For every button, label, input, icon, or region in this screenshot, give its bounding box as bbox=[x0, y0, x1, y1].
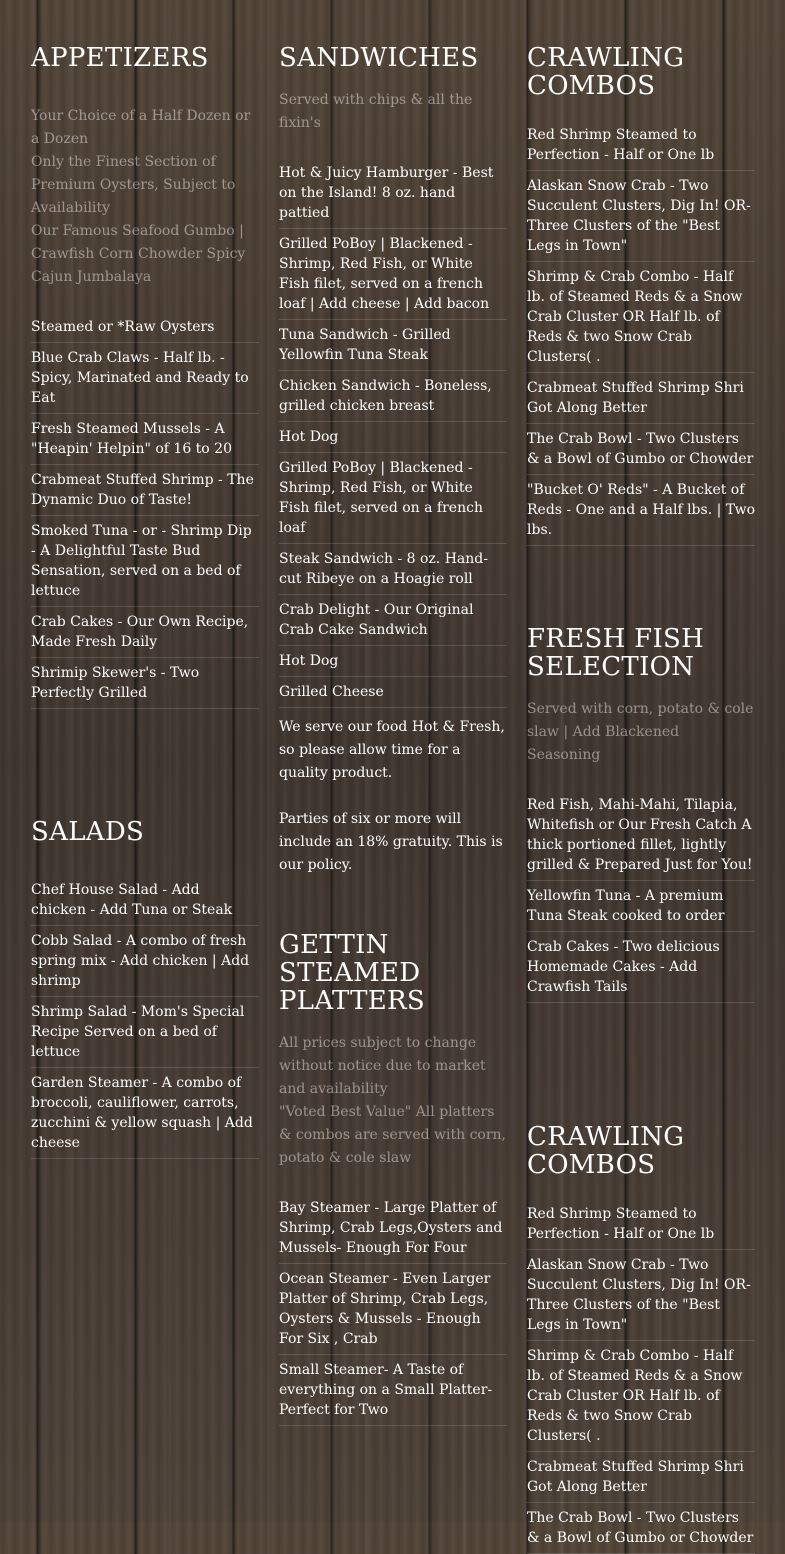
menu-item: Shrimp Salad - Mom's Special Recipe Served on a bed of lettuce bbox=[31, 997, 259, 1068]
fresh-fish-section bbox=[527, 625, 755, 1003]
crawling-combos-section bbox=[527, 44, 755, 546]
description-line: Your Choice of a Half Dozen or a Dozen bbox=[31, 108, 251, 147]
section-description bbox=[279, 1032, 507, 1170]
menu-item: Small Steamer- A Taste of everything on a Small Platter- Perfect for Two bbox=[279, 1355, 507, 1426]
menu-item: Shrimp & Crab Combo - Half lb. of Steamed Reds & a Snow Crab Cluster OR Half lb. of Reds & two Snow Crab Clusters( . bbox=[527, 1341, 755, 1452]
note-paragraph: We serve our food Hot & Fresh, so please allow time for a quality product. bbox=[279, 719, 505, 781]
section-title: CRAWLING COMBOS bbox=[527, 43, 685, 101]
salads-section bbox=[31, 818, 259, 1159]
menu-item: Crab Cakes - Two delicious Homemade Cakes - Add Crawfish Tails bbox=[527, 932, 755, 1003]
note-paragraph: Parties of six or more will include an 18% gratuity. This is our policy. bbox=[279, 811, 503, 873]
sandwiches-section bbox=[279, 44, 507, 900]
section-title: FRESH FISH SELECTION bbox=[527, 624, 705, 682]
menu-item: Crabmeat Stuffed Shrimp - The Dynamic Duo of Taste! bbox=[31, 465, 259, 516]
menu-item: Cobb Salad - A combo of fresh spring mix - Add chicken | Add shrimp bbox=[31, 926, 259, 997]
policy-note bbox=[279, 716, 507, 877]
menu-item: Tuna Sandwich - Grilled Yellowfin Tuna Steak bbox=[279, 320, 507, 371]
menu-item: Hot & Juicy Hamburger - Best on the Island! 8 oz. hand pattied bbox=[279, 158, 507, 229]
menu-item: Ocean Steamer - Even Larger Platter of Shrimp, Crab Legs, Oysters & Mussels - Enough For Six , Crab bbox=[279, 1264, 507, 1355]
description-line: Our Famous Seafood Gumbo | Crawfish Corn Chowder Spicy Cajun Jumbalaya bbox=[31, 223, 246, 285]
section-description: Served with corn, potato & cole slaw | Add Blackened Seasoning bbox=[527, 701, 754, 763]
menu-item-list bbox=[31, 875, 259, 1159]
menu-item: Crabmeat Stuffed Shrimp Shri Got Along Better bbox=[527, 373, 755, 424]
menu-item: Red Fish, Mahi-Mahi, Tilapia, Whitefish or Our Fresh Catch A thick portioned fillet, lightly grilled & Prepared Just for You! bbox=[527, 790, 755, 881]
menu-item-list bbox=[527, 1199, 755, 1554]
menu-item-list bbox=[31, 312, 259, 709]
menu-item: Alaskan Snow Crab - Two Succulent Clusters, Dig In! OR-Three Clusters of the "Best Legs in Town" bbox=[527, 171, 755, 262]
description-line: "Voted Best Value" All platters & combos are served with corn, potato & cole slaw bbox=[279, 1104, 507, 1166]
menu-item: Alaskan Snow Crab - Two Succulent Clusters, Dig In! OR-Three Clusters of the "Best Legs in Town" bbox=[527, 1250, 755, 1341]
menu-item: Chicken Sandwich - Boneless, grilled chicken breast bbox=[279, 371, 507, 422]
menu-item: The Crab Bowl - Two Clusters & a Bowl of Gumbo or Chowder bbox=[527, 1503, 755, 1554]
menu-item: Chef House Salad - Add chicken - Add Tuna or Steak bbox=[31, 875, 259, 926]
menu-item: Smoked Tuna - or - Shrimp Dip - A Delightful Taste Bud Sensation, served on a bed of lettuce bbox=[31, 516, 259, 607]
section-title: SANDWICHES bbox=[279, 43, 479, 73]
menu-item-list bbox=[279, 158, 507, 708]
menu-item: Crab Cakes - Our Own Recipe, Made Fresh Daily bbox=[31, 607, 259, 658]
appetizers-section bbox=[31, 44, 259, 709]
section-title: GETTIN STEAMED PLATTERS bbox=[279, 930, 426, 1016]
menu-item: Shrimip Skewer's - Two Perfectly Grilled bbox=[31, 658, 259, 709]
menu-item: Steak Sandwich - 8 oz. Hand-cut Ribeye on a Hoagie roll bbox=[279, 544, 507, 595]
menu-item: Crabmeat Stuffed Shrimp Shri Got Along Better bbox=[527, 1452, 755, 1503]
menu-item: Fresh Steamed Mussels - A "Heapin' Helpin" of 16 to 20 bbox=[31, 414, 259, 465]
section-description bbox=[31, 105, 259, 289]
menu-item: Red Shrimp Steamed to Perfection - Half or One lb bbox=[527, 120, 755, 171]
menu-item: Shrimp & Crab Combo - Half lb. of Steamed Reds & a Snow Crab Cluster OR Half lb. of Reds & two Snow Crab Clusters( . bbox=[527, 262, 755, 373]
section-title: SALADS bbox=[31, 817, 145, 847]
section-title: APPETIZERS bbox=[31, 43, 209, 73]
description-line: All prices subject to change without notice due to market and availability bbox=[279, 1035, 486, 1097]
menu-item: Bay Steamer - Large Platter of Shrimp, Crab Legs,Oysters and Mussels- Enough For Four bbox=[279, 1193, 507, 1264]
menu-item: The Crab Bowl - Two Clusters & a Bowl of Gumbo or Chowder bbox=[527, 424, 755, 475]
menu-item: Blue Crab Claws - Half lb. - Spicy, Marinated and Ready to Eat bbox=[31, 343, 259, 414]
platters-section bbox=[279, 931, 507, 1426]
menu-item: Yellowfin Tuna - A premium Tuna Steak cooked to order bbox=[527, 881, 755, 932]
menu-item: Steamed or *Raw Oysters bbox=[31, 312, 259, 343]
menu-item: Red Shrimp Steamed to Perfection - Half or One lb bbox=[527, 1199, 755, 1250]
menu-item: Crab Delight - Our Original Crab Cake Sandwich bbox=[279, 595, 507, 646]
menu-item-list bbox=[527, 120, 755, 546]
menu-item: Grilled PoBoy | Blackened - Shrimp, Red Fish, or White Fish filet, served on a french loaf | Add cheese | Add bacon bbox=[279, 229, 507, 320]
menu-item: Grilled Cheese bbox=[279, 677, 507, 708]
crawling-combos-section-2 bbox=[527, 1123, 755, 1554]
menu-item-list bbox=[279, 1193, 507, 1426]
section-description: Served with chips & all the fixin's bbox=[279, 92, 473, 131]
menu-item-list bbox=[527, 790, 755, 1003]
menu-item: Hot Dog bbox=[279, 422, 507, 453]
menu-item: Garden Steamer - A combo of broccoli, cauliflower, carrots, zucchini & yellow squash | Add cheese bbox=[31, 1068, 259, 1159]
menu-item: "Bucket O' Reds" - A Bucket of Reds - One and a Half lbs. | Two lbs. bbox=[527, 475, 755, 546]
section-title: CRAWLING COMBOS bbox=[527, 1122, 685, 1180]
menu-item: Grilled PoBoy | Blackened - Shrimp, Red Fish, or White Fish filet, served on a french loaf bbox=[279, 453, 507, 544]
menu-item: Hot Dog bbox=[279, 646, 507, 677]
description-line: Only the Finest Section of Premium Oysters, Subject to Availability bbox=[31, 154, 236, 216]
